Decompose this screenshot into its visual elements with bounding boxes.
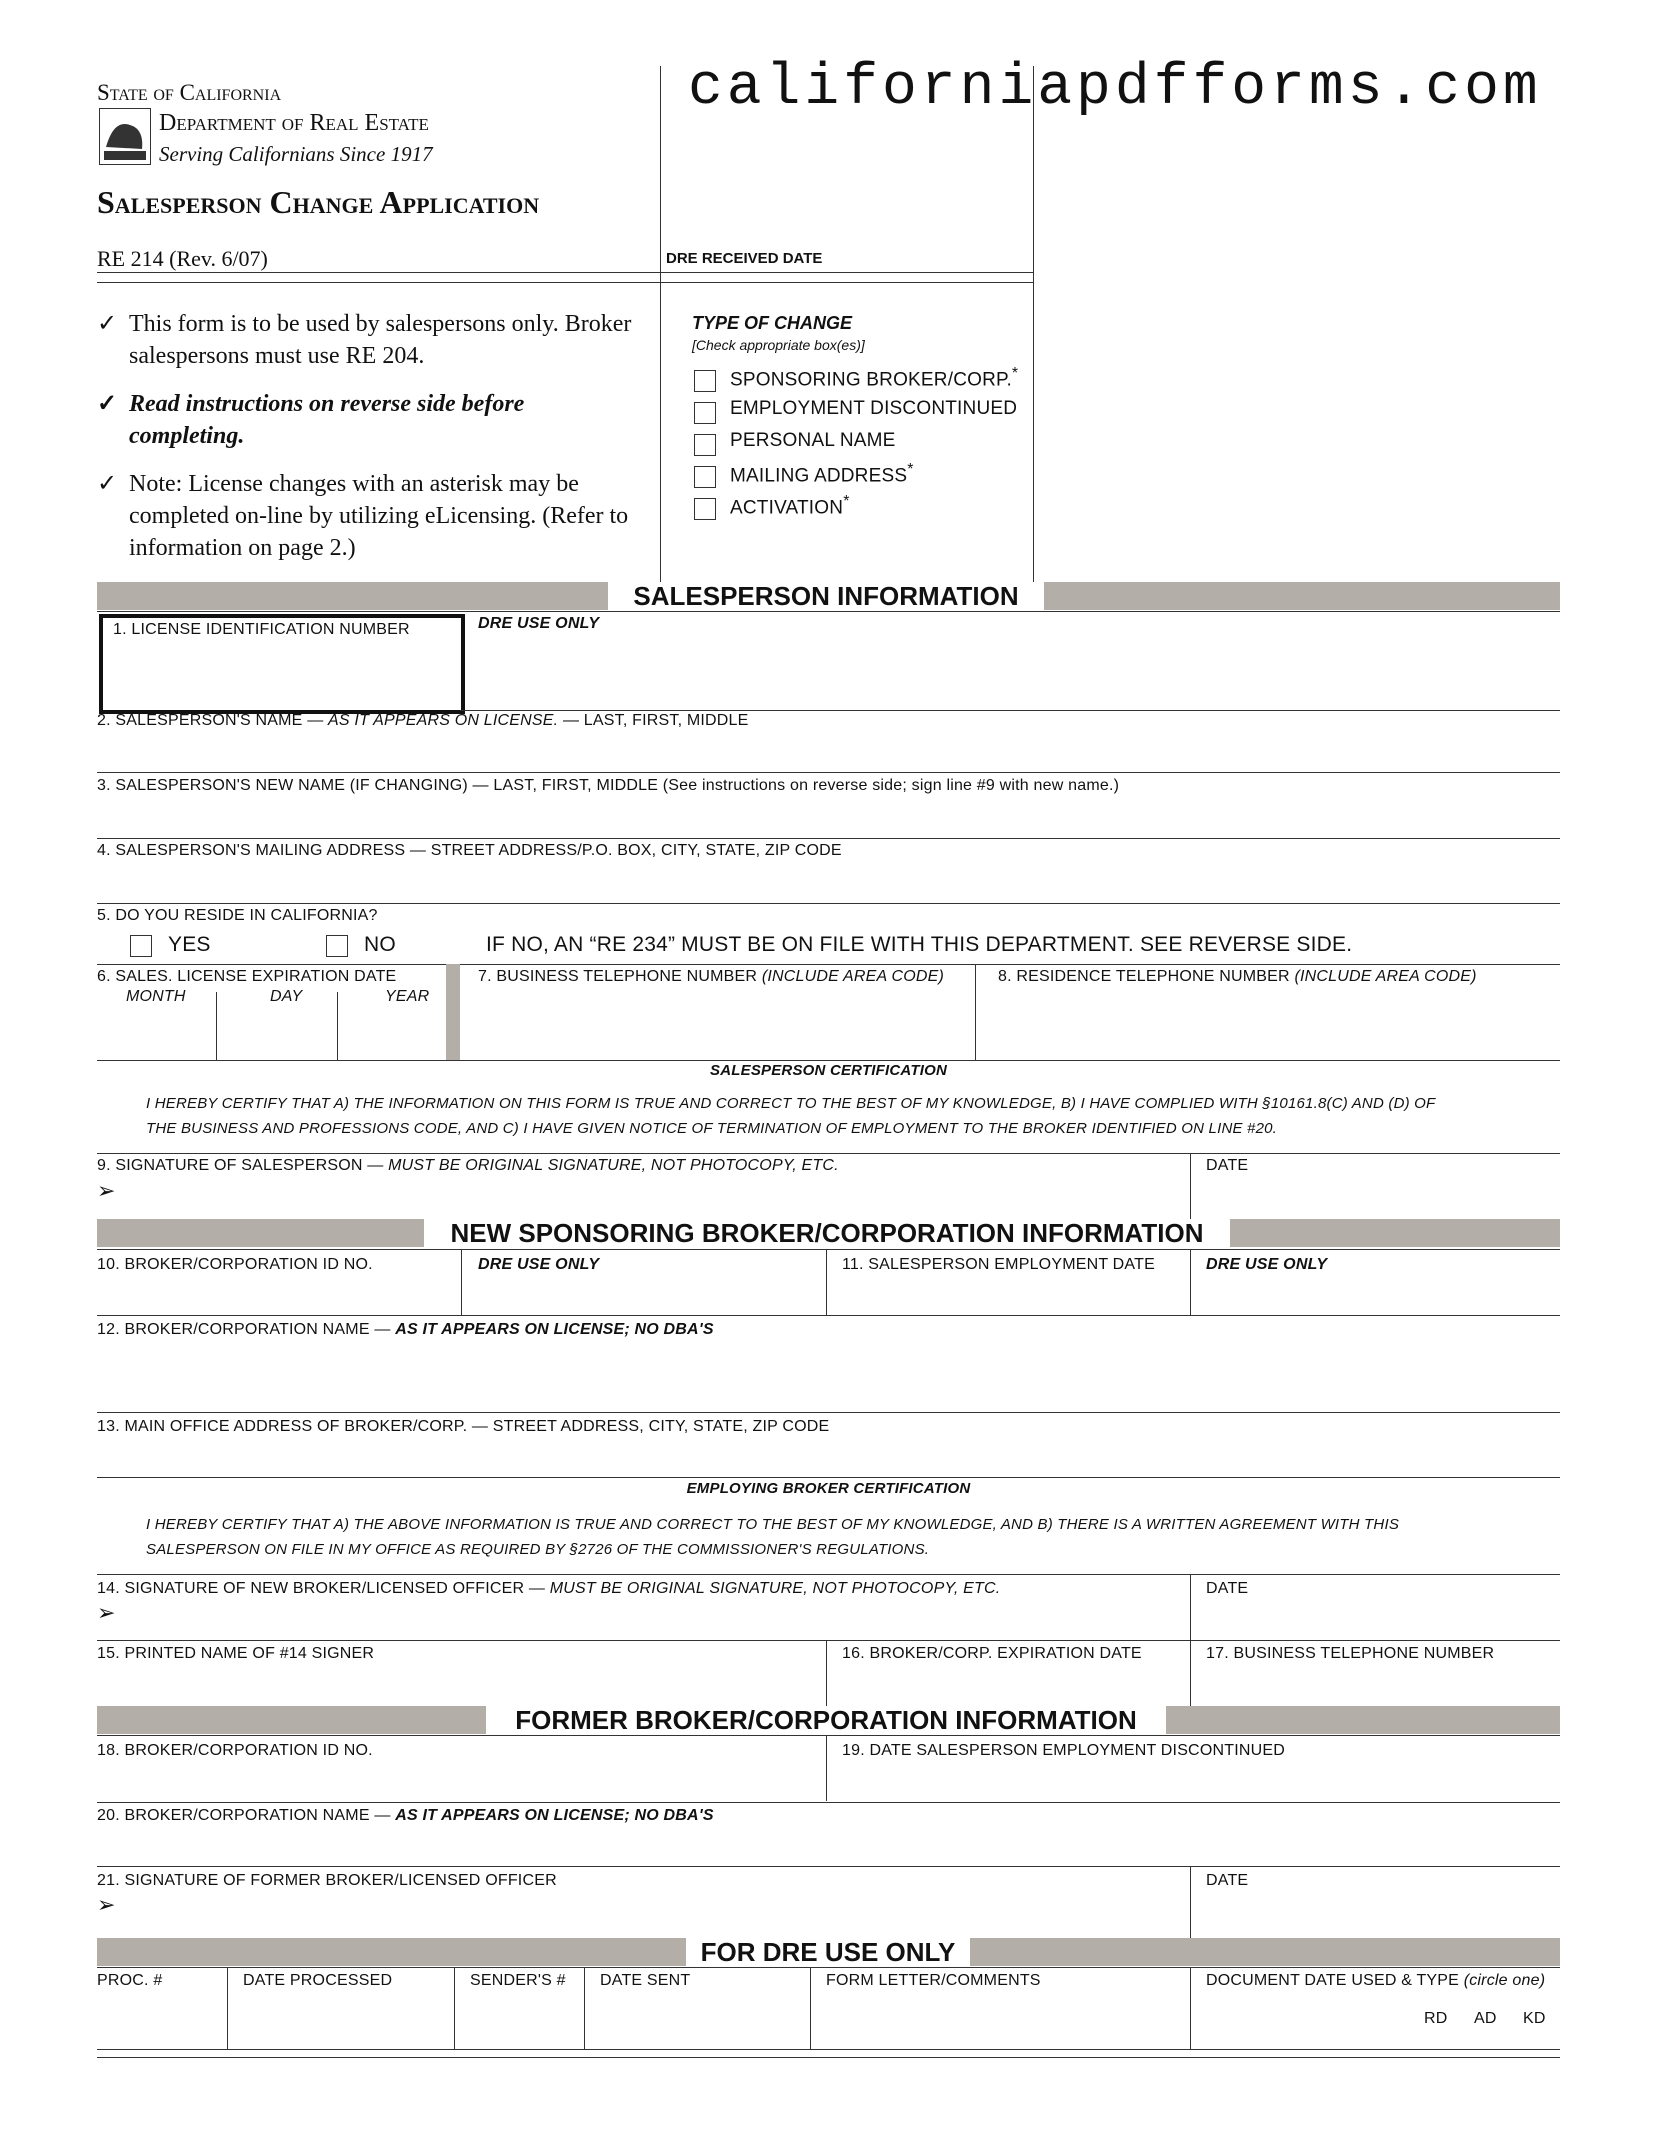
field-label: 18. BROKER/CORPORATION ID NO. [97,1742,373,1759]
dre-received-date-field[interactable] [666,225,1026,269]
field-label: 17. BUSINESS TELEPHONE NUMBER [1206,1645,1495,1662]
field-label: 15. PRINTED NAME OF #14 SIGNER [97,1645,375,1662]
change-option-label: PERSONAL NAME [730,430,896,451]
rule [97,838,1560,839]
field-label: 14. SIGNATURE OF NEW BROKER/LICENSED OFFICER — MUST BE ORIGINAL SIGNATURE, NOT PHOTOCOPY, ETC. [97,1580,1001,1597]
checkbox-mailing-address[interactable] [694,466,716,488]
date-label: DATE [1206,1872,1249,1889]
new-broker-signature-field[interactable] [125,1600,1185,1636]
broker-name-field[interactable] [97,1345,1560,1409]
comments-label: FORM LETTER/COMMENTS [826,1972,1041,1989]
checkbox-personal-name[interactable] [694,434,716,456]
field-label: 11. SALESPERSON EMPLOYMENT DATE [842,1256,1155,1273]
business-phone-field[interactable] [465,990,970,1056]
checkbox-employment-discontinued[interactable] [694,402,716,424]
certification-text: I HEREBY CERTIFY THAT A) THE ABOVE INFORMATION IS TRUE AND CORRECT TO THE BEST OF MY KNOWLEDGE, AND B) THERE IS A WRITTEN AGREEMENT WITH THIS [146,1516,1400,1533]
section-title-new-broker: NEW SPONSORING BROKER/CORPORATION INFORMATION [424,1219,1230,1247]
divider [1190,1967,1191,2049]
divider [1190,1866,1191,1938]
note-text: This form is to be used by salespersons only. Broker salespersons must use RE 204. [129,311,632,369]
field-label: 13. MAIN OFFICE ADDRESS OF BROKER/CORP. — STREET ADDRESS, CITY, STATE, ZIP CODE [97,1418,830,1435]
rule [97,1249,1560,1250]
form-number: RE 214 (Rev. 6/07) [97,246,268,271]
rule [460,710,1560,711]
kd-option[interactable]: KD [1523,2010,1546,2027]
former-broker-signature-field[interactable] [125,1892,1185,1932]
check-icon: ✓ [97,391,118,417]
date-label: DATE [1206,1157,1249,1174]
section-title-former-broker: FORMER BROKER/CORPORATION INFORMATION [486,1706,1166,1734]
watermark-text: californiapdfforms.com [688,56,1542,121]
new-broker-date-field[interactable] [1195,1600,1557,1636]
divider [1190,1574,1191,1640]
salesperson-signature-field[interactable] [125,1178,1185,1214]
note-text: Read instructions on reverse side before completing. [129,391,525,449]
main-office-address-field[interactable] [97,1438,1560,1474]
check-icon: ✓ [97,471,118,497]
senders-label: SENDER'S # [470,1972,566,1989]
former-broker-name-field[interactable] [97,1828,1560,1864]
divider [461,1249,462,1315]
field-label: 8. RESIDENCE TELEPHONE NUMBER (INCLUDE AREA CODE) [998,968,1477,985]
certification-text: SALESPERSON ON FILE IN MY OFFICE AS REQUIRED BY §2726 OF THE COMMISSIONER'S REGULATIONS. [146,1541,930,1558]
divider [1190,1153,1191,1219]
dre-use-only-label: DRE USE ONLY [478,615,600,632]
rd-option[interactable]: RD [1424,2010,1448,2027]
dre-use-only-label: DRE USE ONLY [1206,1256,1328,1273]
checkbox-sponsoring-broker[interactable] [694,370,716,392]
day-label: DAY [270,988,303,1005]
header-rule [97,272,1033,273]
arrow-icon: ➢ [97,1178,116,1203]
license-expiration-field[interactable] [97,1005,442,1055]
printed-name-field[interactable] [97,1667,822,1702]
employment-date-field[interactable] [830,1278,1185,1313]
section-title-salesperson: SALESPERSON INFORMATION [608,582,1044,610]
rule [97,1477,1560,1478]
divider [826,1249,827,1315]
field-label: 12. BROKER/CORPORATION NAME — AS IT APPEARS ON LICENSE; NO DBA'S [97,1321,714,1338]
dre-seal-icon [99,108,151,165]
checkbox-no[interactable] [326,935,348,957]
dre-use-only-label: DRE USE ONLY [478,1256,600,1273]
rule [97,1412,1560,1413]
note-item [97,388,637,452]
residence-phone-field[interactable] [980,990,1558,1056]
rule [97,772,1560,773]
rule [97,1802,1560,1803]
rule [97,1735,1560,1736]
divider [1190,1249,1191,1315]
rule [97,1866,1560,1867]
certification-title: EMPLOYING BROKER CERTIFICATION [686,1480,971,1497]
rule [97,2057,1560,2058]
rule [97,1574,1560,1575]
field-label: 10. BROKER/CORPORATION ID NO. [97,1256,373,1273]
salesperson-name-field[interactable] [97,730,1560,770]
field-label: 3. SALESPERSON'S NEW NAME (IF CHANGING) — LAST, FIRST, MIDDLE (See instructions on reverse side; sign line #9 with new name.) [97,777,1120,794]
proc-label: PROC. # [97,1972,163,1989]
field-label: 9. SIGNATURE OF SALESPERSON — MUST BE ORIGINAL SIGNATURE, NOT PHOTOCOPY, ETC. [97,1157,839,1174]
divider [826,1735,827,1801]
broker-business-phone-field[interactable] [1195,1667,1557,1702]
field-label: 4. SALESPERSON'S MAILING ADDRESS — STREET ADDRESS/P.O. BOX, CITY, STATE, ZIP CODE [97,842,842,859]
note-text: Note: License changes with an asterisk may be completed on-line by utilizing eLicensing. (Refer to information on page 2.) [129,471,629,561]
date-label: DATE [1206,1580,1249,1597]
employment-discontinued-date-field[interactable] [830,1764,1557,1799]
field-label: 2. SALESPERSON'S NAME — AS IT APPEARS ON LICENSE. — LAST, FIRST, MIDDLE [97,712,749,729]
dre-received-date-label: DRE RECEIVED DATE [666,250,823,267]
checkbox-activation[interactable] [694,498,716,520]
change-type-subtitle: [Check appropriate box(es)] [692,337,865,353]
divider [584,1967,585,2049]
divider [454,1967,455,2049]
former-broker-date-field[interactable] [1195,1892,1557,1932]
ad-option[interactable]: AD [1474,2010,1497,2027]
arrow-icon: ➢ [97,1600,116,1625]
field-label: 1. LICENSE IDENTIFICATION NUMBER [113,621,410,638]
mailing-address-field[interactable] [97,861,1560,901]
field-label: 16. BROKER/CORP. EXPIRATION DATE [842,1645,1142,1662]
department-motto: Serving Californians Since 1917 [159,142,433,166]
field-label: 7. BUSINESS TELEPHONE NUMBER (INCLUDE AREA CODE) [478,968,945,985]
certification-text: I HEREBY CERTIFY THAT A) THE INFORMATION ON THIS FORM IS TRUE AND CORRECT TO THE BEST OF MY KNOWLEDGE, B) I HAVE COMPLIED WITH §10161.8(C) AND (D) OF [146,1095,1436,1112]
certification-text: THE BUSINESS AND PROFESSIONS CODE, AND C) I HAVE GIVEN NOTICE OF TERMINATION OF EMPLOYMENT TO THE BROKER IDENTIFIED ON LINE #20. [146,1120,1278,1137]
divider [975,964,976,1060]
field-label: 5. DO YOU RESIDE IN CALIFORNIA? [97,907,378,924]
date-processed-label: DATE PROCESSED [243,1972,393,1989]
change-option-label: MAILING ADDRESS* [730,461,914,487]
form-title: Salesperson Change Application [97,184,540,220]
rule [97,2049,1560,2050]
rule [97,611,1560,612]
notes-block [97,308,637,564]
checkbox-yes[interactable] [130,935,152,957]
field-label: 21. SIGNATURE OF FORMER BROKER/LICENSED OFFICER [97,1872,557,1889]
change-option-label: SPONSORING BROKER/CORP.* [730,365,1019,391]
former-broker-id-field[interactable] [97,1764,822,1799]
rule [97,903,1560,904]
header-divider-right [1033,66,1034,582]
rule [97,1153,1560,1154]
rule [97,964,1560,965]
header-rule-2 [97,282,1033,283]
certification-title: SALESPERSON CERTIFICATION [710,1062,947,1079]
field-label: 6. SALES. LICENSE EXPIRATION DATE [97,968,397,985]
date-sent-label: DATE SENT [600,1972,691,1989]
change-option-label: EMPLOYMENT DISCONTINUED [730,398,1018,419]
change-option-label: ACTIVATION* [730,493,850,519]
no-label: NO [364,933,396,956]
broker-id-field[interactable] [97,1278,457,1313]
divider [810,1967,811,2049]
rule [97,1640,1560,1641]
divider [826,1640,827,1706]
change-type-title: TYPE OF CHANGE [692,313,853,333]
header-divider [660,66,661,582]
rule [97,1315,1560,1316]
month-label: MONTH [126,988,186,1005]
note-item [97,308,637,372]
divider [1190,1640,1191,1706]
arrow-icon: ➢ [97,1892,116,1917]
divider-bar [446,964,460,1060]
section-title-dre-use: FOR DRE USE ONLY [686,1938,970,1966]
re234-notice: IF NO, AN “RE 234” MUST BE ON FILE WITH THIS DEPARTMENT. SEE REVERSE SIDE. [486,933,1353,956]
department-name: Department of Real Estate [159,110,429,136]
salesperson-date-field[interactable] [1195,1176,1557,1216]
rule [97,1967,1560,1968]
broker-expiration-field[interactable] [830,1667,1185,1702]
field-label: 19. DATE SALESPERSON EMPLOYMENT DISCONTINUED [842,1742,1285,1759]
yes-label: YES [168,933,211,956]
check-icon: ✓ [97,311,118,337]
field-label: 20. BROKER/CORPORATION NAME — AS IT APPEARS ON LICENSE; NO DBA'S [97,1807,714,1824]
note-item [97,468,637,564]
rule [97,1060,1560,1061]
year-label: YEAR [385,988,430,1005]
state-name: State of California [97,80,282,105]
document-date-label: DOCUMENT DATE USED & TYPE (circle one) [1206,1972,1546,1989]
divider [227,1967,228,2049]
salesperson-new-name-field[interactable] [97,796,1560,836]
